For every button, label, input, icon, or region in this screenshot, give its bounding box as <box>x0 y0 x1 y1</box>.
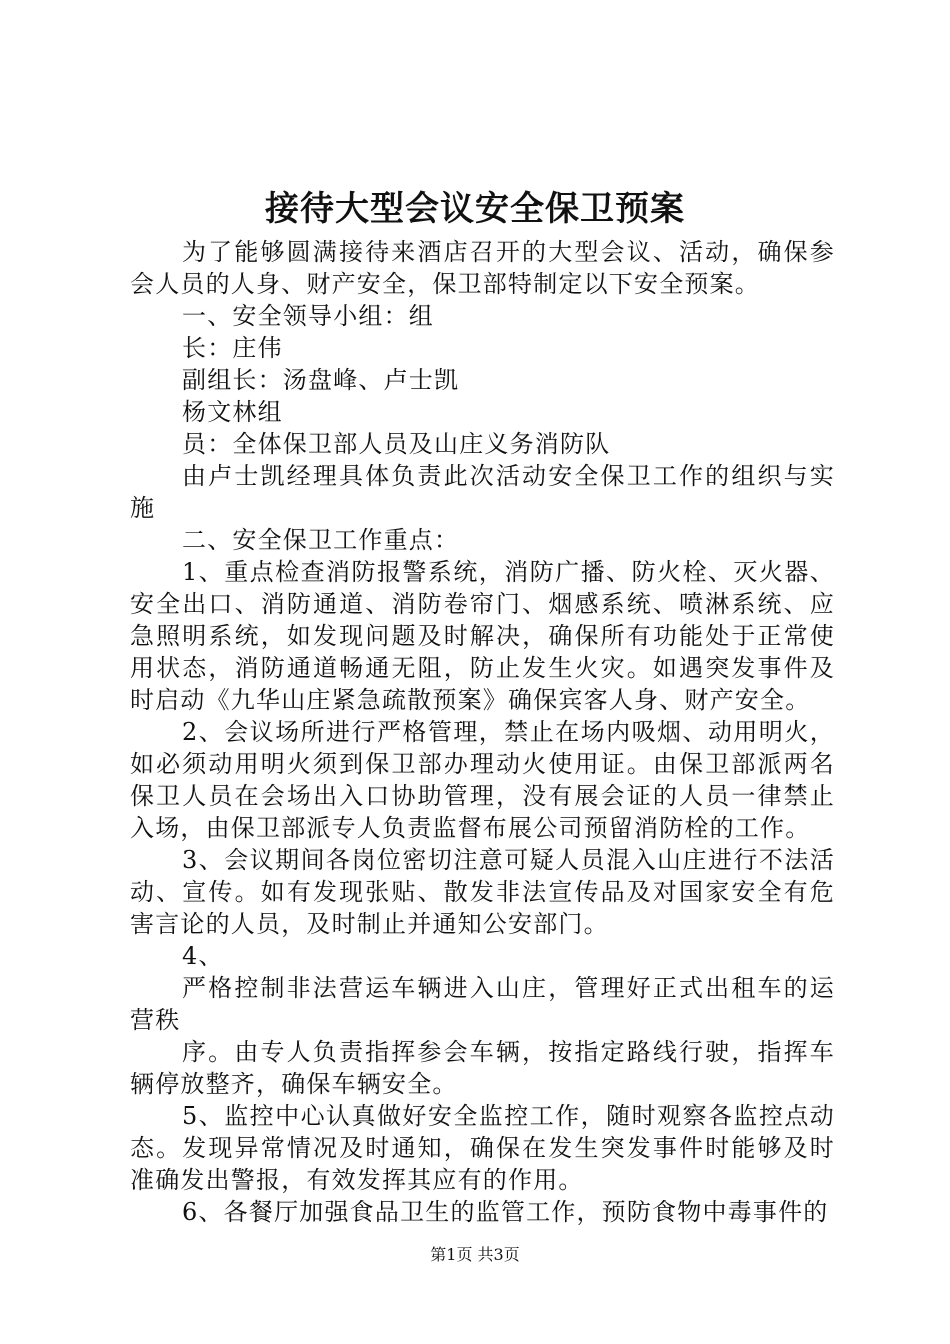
paragraph-item-4-part-2: 序。由专人负责指挥参会车辆，按指定路线行驶，指挥车辆停放整齐，确保车辆安全。 <box>130 1038 835 1098</box>
paragraph-responsible: 由卢士凯经理具体负责此次活动安全保卫工作的组织与实施 <box>130 462 835 522</box>
paragraph-item-2: 2、会议场所进行严格管理，禁止在场内吸烟、动用明火，如必须动用明火须到保卫部办理动火使用证。由保卫部派两名保卫人员在会场出入口协助管理，没有展会证的人员一律禁止入场，由保卫部派专人负责监督布展公司预留消防栓的工作。 <box>130 718 835 842</box>
page-number-footer: 第1页 共3页 <box>430 1245 520 1264</box>
paragraph-section-1-heading: 一、安全领导小组：组 <box>182 302 434 330</box>
paragraph-group-name: 杨文林组 <box>182 398 283 426</box>
paragraph-item-4-number: 4、 <box>182 942 224 970</box>
paragraph-deputy-leader: 副组长：汤盘峰、卢士凯 <box>182 366 460 394</box>
paragraph-item-1: 1、重点检查消防报警系统，消防广播、防火栓、灭火器、安全出口、消防通道、消防卷帘门、烟感系统、喷淋系统、应急照明系统，如发现问题及时解决，确保所有功能处于正常使用状态，消防通道畅通无阻，防止发生火灾。如遇突发事件及时启动《九华山庄紧急疏散预案》确保宾客人身、财产安全。 <box>130 558 835 714</box>
paragraph-intro: 为了能够圆满接待来酒店召开的大型会议、活动，确保参会人员的人身、财产安全，保卫部特制定以下安全预案。 <box>130 238 835 298</box>
paragraph-item-4-part-1: 严格控制非法营运车辆进入山庄，管理好正式出租车的运营秩 <box>130 974 835 1034</box>
paragraph-leader: 长：庄伟 <box>182 334 283 362</box>
document-body <box>130 236 835 1228</box>
paragraph-item-5: 5、监控中心认真做好安全监控工作，随时观察各监控点动态。发现异常情况及时通知，确保在发生突发事件时能够及时准确发出警报，有效发挥其应有的作用。 <box>130 1102 835 1194</box>
paragraph-item-3: 3、会议期间各岗位密切注意可疑人员混入山庄进行不法活动、宣传。如有发现张贴、散发非法宣传品及对国家安全有危害言论的人员，及时制止并通知公安部门。 <box>130 846 835 938</box>
document-title: 接待大型会议安全保卫预案 <box>265 189 685 229</box>
paragraph-members: 员：全体保卫部人员及山庄义务消防队 <box>182 430 611 458</box>
paragraph-section-2-heading: 二、安全保卫工作重点： <box>182 526 460 554</box>
paragraph-item-6: 6、各餐厅加强食品卫生的监管工作，预防食物中毒事件的 <box>182 1198 829 1226</box>
